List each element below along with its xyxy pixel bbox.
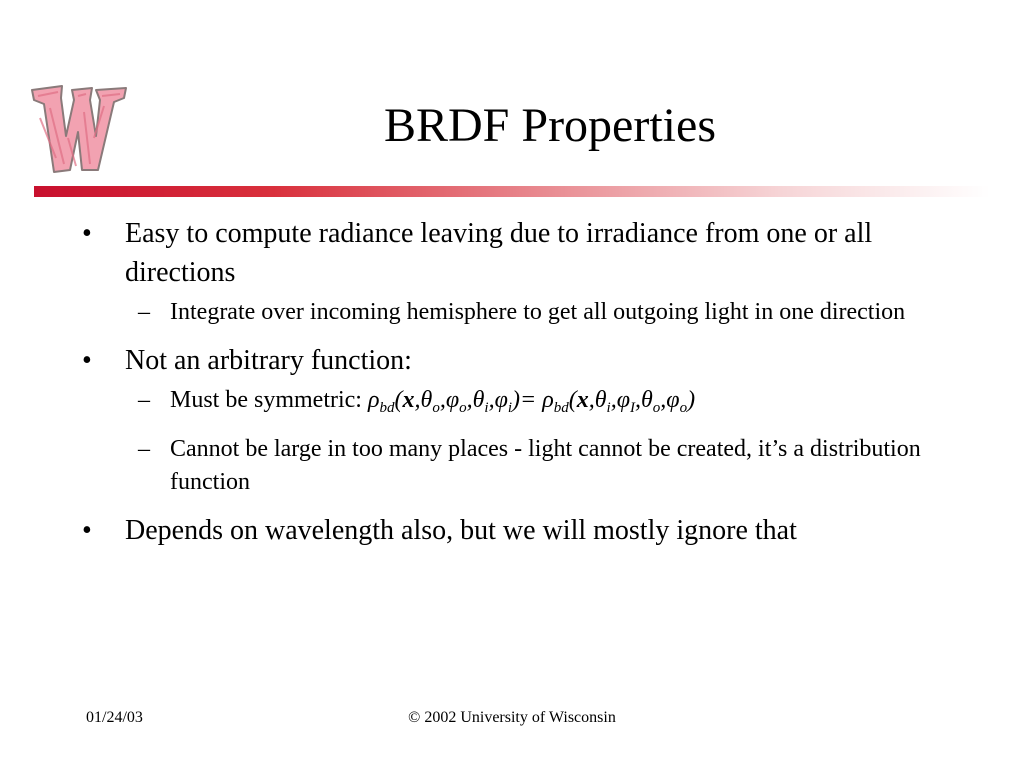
bd-subscript: bd [379,400,395,416]
phi-symbol: φ [445,387,460,413]
title-divider [34,186,990,197]
bullet-dot: • [82,515,92,546]
i-subscript: i [484,400,489,416]
comma: , [466,387,473,413]
bullet-2-sub-1 [138,384,962,425]
sub-bullet-dash: – [138,299,150,325]
bullet-dot: • [82,345,92,376]
o-subscript: o [432,400,440,416]
comma: , [414,387,421,413]
bullet-2-sub-2 [138,433,962,499]
i-subscript: i [507,400,513,416]
o-subscript: o [459,400,467,416]
theta-symbol: θ [420,387,433,413]
comma: , [488,387,495,413]
bullet-dot: • [82,218,92,249]
bullet-1-sub-1-text: Integrate over incoming hemisphere to get all outgoing light in one direction [170,299,906,325]
rho-symbol: ρ [367,387,380,413]
I-subscript: I [629,400,635,416]
theta-symbol: θ [594,387,607,413]
theta-symbol: θ [640,387,653,413]
bullet-2-sub-1-text: Must be symmetric: [170,387,368,413]
formula-paren: ) [687,387,696,413]
comma: , [634,387,641,413]
comma: , [660,387,667,413]
phi-symbol: φ [616,387,630,413]
bullet-2-text: Not an arbitrary function: [125,345,412,376]
i-subscript: i [606,400,611,416]
comma: , [588,387,595,413]
slide-body [82,214,962,554]
rho-symbol: ρ [542,387,554,413]
slide-title: BRDF Properties [383,99,716,152]
phi-symbol: φ [494,387,508,413]
formula-paren: ( [568,387,577,413]
footer-date: 01/24/03 [86,709,143,726]
bd-subscript: bd [553,400,569,416]
formula-equals: )= [512,387,543,413]
theta-symbol: θ [472,387,485,413]
x-symbol: x [402,387,415,413]
comma: , [439,387,446,413]
sub-bullet-dash: – [138,387,150,413]
x-symbol: x [576,387,589,413]
o-subscript: o [679,400,688,416]
bullet-3 [82,511,962,550]
bullet-1-sub-1 [138,296,962,329]
sub-bullet-dash: – [138,436,150,462]
o-subscript: o [652,400,661,416]
comma: , [610,387,617,413]
formula-paren: ( [394,387,403,413]
symmetry-formula [367,387,696,416]
bullet-2 [82,341,962,380]
bullet-1 [82,214,962,292]
bullet-3-text: Depends on wavelength also, but we will mostly ignore that [125,515,797,546]
phi-symbol: φ [666,387,680,413]
footer-copyright: © 2002 University of Wisconsin [408,709,616,726]
bullet-2-sub-2-text: Cannot be large in too many places - light cannot be created, it’s a distribution function [170,436,921,495]
bullet-1-text: Easy to compute radiance leaving due to irradiance from one or all directions [125,218,873,288]
